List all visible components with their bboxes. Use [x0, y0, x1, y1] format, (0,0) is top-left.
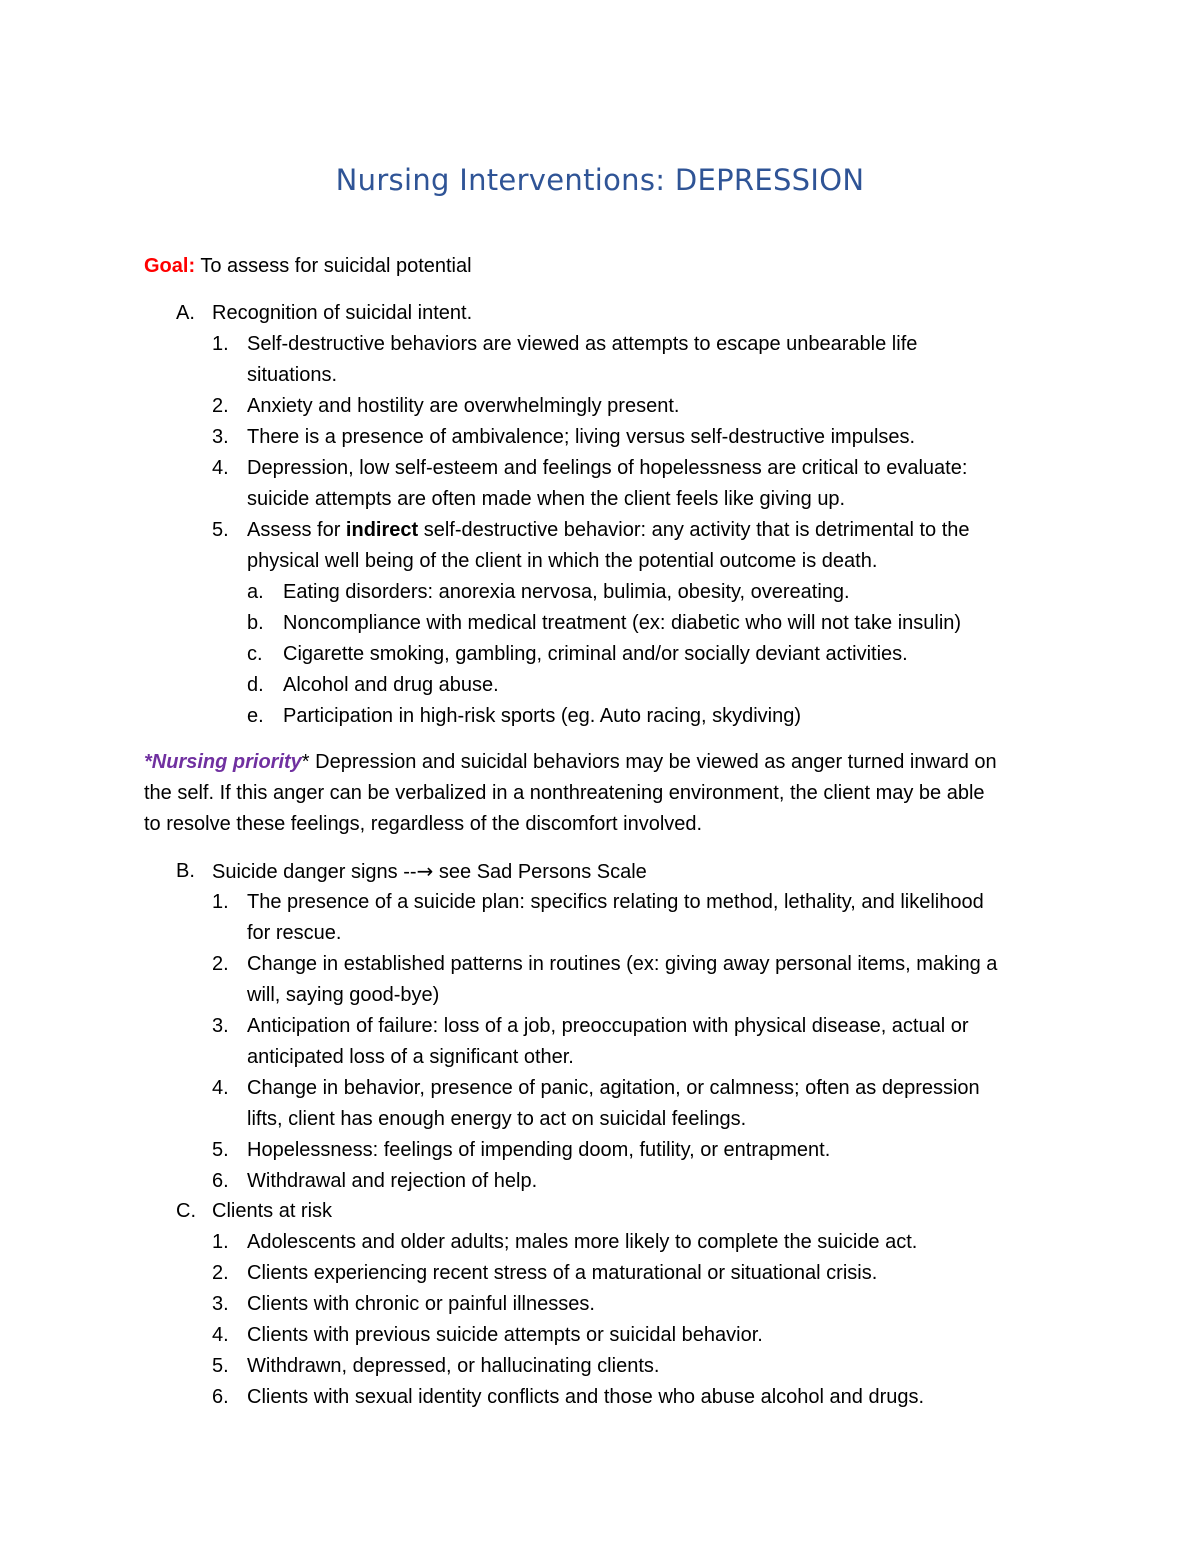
list-item: Clients experiencing recent stress of a maturational or situational crisis.	[247, 1262, 878, 1284]
list-item: Self-destructive behaviors are viewed as attempts to escape unbearable life	[247, 333, 918, 355]
section-b-heading-text: Suicide danger signs --	[212, 861, 417, 883]
list-item: Change in behavior, presence of panic, agitation, or calmness; often as depression	[247, 1077, 980, 1099]
list-item-marker: 2.	[212, 395, 229, 417]
nursing-priority-text: Depression and suicidal behaviors may be viewed as anger turned inward on	[309, 751, 997, 773]
list-item-marker: 4.	[212, 1077, 229, 1099]
list-item: Clients with chronic or painful illnesses.	[247, 1293, 595, 1315]
list-item: There is a presence of ambivalence; living versus self-destructive impulses.	[247, 426, 916, 448]
list-item-continuation: lifts, client has enough energy to act on suicidal feelings.	[247, 1108, 747, 1130]
section-c-heading: Clients at risk	[212, 1200, 333, 1222]
sub-item: Noncompliance with medical treatment (ex: diabetic who will not take insulin)	[283, 612, 962, 634]
list-item-marker: 3.	[212, 1293, 229, 1315]
list-item-text: Assess for	[247, 519, 346, 541]
list-item-continuation: for rescue.	[247, 922, 342, 944]
list-item-marker: 1.	[212, 333, 229, 355]
section-b-heading	[212, 856, 647, 888]
sub-item: Eating disorders: anorexia nervosa, bulimia, obesity, overeating.	[283, 581, 850, 603]
nursing-priority-text: to resolve these feelings, regardless of the discomfort involved.	[144, 813, 703, 835]
sub-item-marker: c.	[247, 643, 263, 665]
section-c-marker: C.	[176, 1200, 196, 1222]
sub-item-marker: e.	[247, 705, 264, 727]
list-item-text: self-destructive behavior: any activity that is detrimental to the	[418, 519, 970, 541]
nursing-priority-label: *Nursing priority	[144, 751, 302, 773]
right-arrow-icon: →	[416, 859, 434, 883]
list-item: Clients with previous suicide attempts or suicidal behavior.	[247, 1324, 763, 1346]
list-item: Depression, low self-esteem and feelings of hopelessness are critical to evaluate:	[247, 457, 968, 479]
section-b-marker: B.	[176, 860, 195, 882]
list-item-continuation: situations.	[247, 364, 338, 386]
goal-label: Goal:	[144, 255, 196, 277]
list-item: Anticipation of failure: loss of a job, preoccupation with physical disease, actual or	[247, 1015, 969, 1037]
section-b-heading-text: see Sad Persons Scale	[433, 861, 647, 883]
list-item-marker: 3.	[212, 426, 229, 448]
section-a-heading: Recognition of suicidal intent.	[212, 302, 473, 324]
list-item	[247, 515, 970, 546]
list-item-marker: 6.	[212, 1170, 229, 1192]
sub-item-marker: d.	[247, 674, 264, 696]
list-item-marker: 5.	[212, 519, 229, 541]
list-item-marker: 1.	[212, 891, 229, 913]
goal-line	[144, 251, 472, 282]
list-item-continuation: physical well being of the client in which the potential outcome is death.	[247, 550, 878, 572]
list-item-marker: 2.	[212, 953, 229, 975]
nursing-priority-text: the self. If this anger can be verbalized in a nonthreatening environment, the client may be able	[144, 782, 985, 804]
sub-item: Alcohol and drug abuse.	[283, 674, 499, 696]
list-item: Change in established patterns in routines (ex: giving away personal items, making a	[247, 953, 998, 975]
nursing-priority-line	[144, 747, 997, 778]
list-item-marker: 3.	[212, 1015, 229, 1037]
list-item: Hopelessness: feelings of impending doom, futility, or entrapment.	[247, 1139, 831, 1161]
list-item-marker: 4.	[212, 1324, 229, 1346]
sub-item: Participation in high-risk sports (eg. Auto racing, skydiving)	[283, 705, 802, 727]
list-item-marker: 6.	[212, 1386, 229, 1408]
list-item-continuation: anticipated loss of a significant other.	[247, 1046, 574, 1068]
list-item: The presence of a suicide plan: specifics relating to method, lethality, and likelihood	[247, 891, 984, 913]
sub-item: Cigarette smoking, gambling, criminal and/or socially deviant activities.	[283, 643, 908, 665]
list-item: Withdrawal and rejection of help.	[247, 1170, 538, 1192]
list-item-marker: 1.	[212, 1231, 229, 1253]
list-item-marker: 5.	[212, 1355, 229, 1377]
sub-item-marker: b.	[247, 612, 264, 634]
list-item: Clients with sexual identity conflicts and those who abuse alcohol and drugs.	[247, 1386, 925, 1408]
sub-item-marker: a.	[247, 581, 264, 603]
section-a-marker: A.	[176, 302, 195, 324]
list-item-continuation: will, saying good-bye)	[247, 984, 440, 1006]
list-item-marker: 2.	[212, 1262, 229, 1284]
list-item-continuation: suicide attempts are often made when the client feels like giving up.	[247, 488, 846, 510]
nursing-priority-star: *	[301, 751, 310, 773]
list-item: Withdrawn, depressed, or hallucinating clients.	[247, 1355, 660, 1377]
list-item-marker: 4.	[212, 457, 229, 479]
list-item: Adolescents and older adults; males more likely to complete the suicide act.	[247, 1231, 918, 1253]
list-item-marker: 5.	[212, 1139, 229, 1161]
page-title: Nursing Interventions: DEPRESSION	[335, 163, 865, 197]
emphasis-indirect: indirect	[345, 519, 419, 541]
goal-text: To assess for suicidal potential	[195, 255, 472, 277]
list-item: Anxiety and hostility are overwhelmingly present.	[247, 395, 680, 417]
